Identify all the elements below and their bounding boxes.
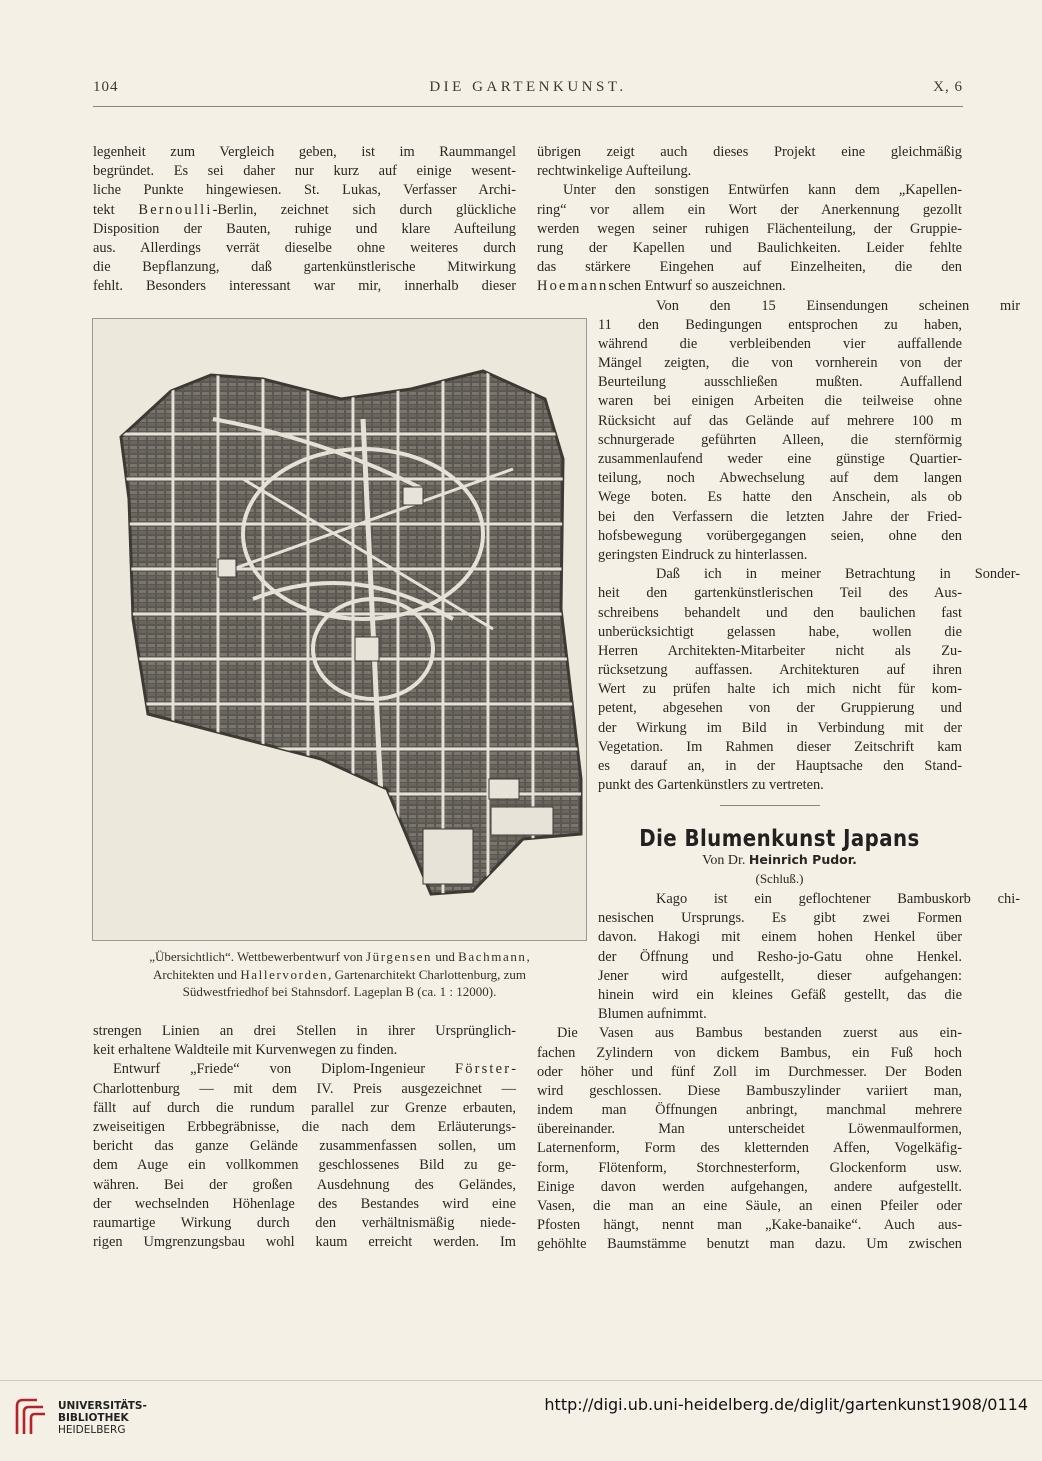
text-line: bei den Verfassern die letzten Jahre der Fried- [598, 508, 962, 525]
library-name-line-2: BIBLIOTHEK [58, 1412, 129, 1424]
journal-title: DIE GARTENKUNST. [429, 79, 627, 95]
text-line: übrigen zeigt auch dieses Projekt eine gleichmäßig [537, 144, 962, 160]
right-column-article-text [537, 890, 1020, 1255]
text-line: ring“ vor allem ein Wort der Anerkennung gezollt [537, 201, 962, 218]
article-byline [596, 852, 963, 869]
text-line: Einige davon werden aufgehangen, andere aufgestellt. [537, 1178, 962, 1195]
text-line: unberücksichtigt gelassen habe, wollen die [598, 623, 962, 640]
library-name [58, 1400, 147, 1436]
text-line: Beurteilung ausschließen mußten. Auffallend [598, 374, 962, 391]
text-line: Unter den sonstigen Entwürfen kann dem „Kapellen- [563, 182, 962, 199]
text-line: gehöhlte Baumstämme benutzt man dazu. Um zwischen [537, 1236, 962, 1253]
left-column-top-text [93, 143, 516, 297]
left-column-bottom-text [93, 1022, 516, 1252]
text-line: zusammenlaufend weder eine günstige Quartier- [598, 451, 962, 467]
text-line: Wert zu prüfen halte ich mich nicht für kom- [598, 681, 962, 698]
text-line: Rücksicht auf das Gelände auf mehrere 100 m [598, 412, 962, 429]
text-line: hinein wird ein kleines Gefäß gestellt, das die [598, 986, 962, 1003]
cemetery-site-plan-figure [92, 318, 587, 941]
text-line: form, Flötenform, Storchnesterform, Glockenform usw. [537, 1159, 962, 1176]
author-name: Heinrich Pudor. [748, 852, 857, 867]
text-line: liche Punkte hingewiesen. St. Lukas, Verfasser Archi- [93, 182, 516, 199]
text-line: punkt des Gartenkünstlers zu vertreten. [598, 777, 824, 794]
footer-rule [0, 1380, 1042, 1381]
text-line: Die Vasen aus Bambus bestanden zuerst aus ein- [557, 1025, 962, 1042]
caption-line: „Übersichtlich“. Wettbewerbentwurf von Jürgensen und Bachmann, [149, 949, 530, 964]
byline-prefix: Von Dr. [702, 853, 746, 868]
text-line: raumartige Wirkung durch den verhältnismäßig niede- [93, 1214, 516, 1231]
text-line: waren bei einigen Arbeiten die teilweise ohne [598, 393, 962, 410]
library-name-line-3: HEIDELBERG [58, 1424, 126, 1436]
text-line: schnurgerade geführten Alleen, die sternförmig [598, 431, 962, 448]
text-line: legenheit zum Vergleich geben, ist im Raummangel [93, 144, 516, 160]
text-line: petent, abgesehen von der Gruppierung und [598, 700, 962, 717]
text-line: übereinander. Man unterscheidet Löwenmaulformen, [537, 1121, 962, 1138]
library-name-line-1: UNIVERSITÄTS- [58, 1400, 147, 1412]
right-column-top-text [537, 143, 1020, 795]
text-line: das stärkere Eingehen auf Einzelheiten, die den [537, 259, 962, 276]
text-line: begründet. Es sei daher nur kurz auf einige wesent- [93, 163, 516, 180]
figure-caption [92, 948, 587, 1001]
text-line: rung der Kapellen und Baulichkeiten. Leider fehlte [537, 239, 962, 256]
text-line: der wechselnden Höhenlage des Bestandes wird eine [93, 1195, 516, 1212]
text-line: Von den 15 Einsendungen scheinen mir [656, 297, 1020, 314]
text-line: wird geschlossen. Diese Bambuszylinder variiert man, [537, 1082, 962, 1099]
text-line: aus. Allerdings verrät dieselbe ohne weiteres durch [93, 239, 516, 256]
text-line: Herren Architekten-Mitarbeiter nicht als Zu- [598, 642, 962, 659]
issue-number: X, 6 [933, 79, 963, 95]
text-line: schreibens behandelt und den baulichen fast [598, 604, 962, 621]
text-line: keit erhaltene Waldteile mit Kurvenwegen zu finden. [93, 1042, 398, 1059]
text-line: nesischen Ursprungs. Es gibt zwei Formen [598, 910, 962, 927]
text-line: indem man Öffnungen anbringt, manchmal mehrere [537, 1102, 962, 1119]
text-line: bericht das ganze Gelände zusammenfassen sollen, um [93, 1138, 516, 1155]
text-line: hofsbewegung vorübergegangen seien, ohne den [598, 527, 962, 544]
text-line: werden wegen seiner ruhigen Flächenteilung, der Gruppie- [537, 220, 962, 237]
text-line: fehlt. Besonders interessant war mir, innerhalb dieser [93, 278, 516, 295]
text-line: heit den gartenkünstlerischen Teil des Aus- [598, 585, 962, 602]
continuation-note: (Schluß.) [755, 871, 804, 886]
text-line: Mängel zeigten, die von vornherein von der [598, 355, 962, 372]
header-rule [93, 106, 963, 107]
text-line: davon. Hakogi mit einem hohen Henkel über [598, 929, 962, 946]
text-line: Kago ist ein geflochtener Bambuskorb chi- [656, 891, 1020, 907]
caption-line: Südwestfriedhof bei Stahnsdorf. Lageplan B (ca. 1 : 12000). [182, 984, 497, 999]
text-line: Pfosten hängt, nennt man „Kake-banaike“. Auch aus- [537, 1217, 962, 1234]
text-line: teilung, noch Abwechselung auf dem langen [598, 470, 962, 487]
text-line: während die verbleibenden vier auffallende [598, 335, 962, 352]
text-line: der Öffnung und Resho-jo-Gatu ohne Henkel. [598, 948, 962, 965]
text-line: strengen Linien an drei Stellen in ihrer Ursprünglich- [93, 1023, 516, 1039]
text-line: dem Auge ein vollkommen geschlossenes Bild zu ge- [93, 1157, 516, 1174]
text-line: rücksetzung auffassen. Architekturen auf ihren [598, 662, 962, 679]
article-title: Die Blumenkunst Japans [639, 826, 920, 852]
text-line: Entwurf „Friede“ von Diplom-Ingenieur Förster- [113, 1061, 516, 1078]
section-separator [720, 805, 820, 806]
text-line: zweiseitigen Erbbegräbnisse, die nach dem Erläuterungs- [93, 1118, 516, 1135]
text-line: geringsten Eindruck zu hinterlassen. [598, 546, 808, 563]
text-line: Daß ich in meiner Betrachtung in Sonder- [656, 566, 1020, 583]
text-line: der Wirkung im Bild in Verbindung mit der [598, 719, 962, 736]
text-line: Disposition der Bauten, ruhige und klare Aufteilung [93, 220, 516, 237]
text-line: oder höher und fünf Zoll im Durchmesser. Der Boden [537, 1063, 962, 1080]
text-line: fachen Zylindern von dickem Bambus, ein Fuß hoch [537, 1044, 962, 1061]
library-logo-icon [13, 1396, 49, 1436]
text-line: rechtwinkelige Aufteilung. [537, 163, 692, 180]
text-line: fällt auf durch die rundum parallel zur Grenze erbauten, [93, 1099, 516, 1116]
text-line: rigen Umgrenzungsbau wohl kaum erreicht werden. Im [93, 1234, 516, 1251]
source-url-link[interactable]: http://digi.ub.uni-heidelberg.de/diglit/gartenkunst1908/0114 [544, 1395, 1028, 1414]
page-header [93, 79, 963, 101]
text-line: Blumen aufnimmt. [598, 1006, 707, 1023]
site-plan-image [93, 319, 586, 940]
text-line: Wege boten. Es hatte den Anschein, als ob [598, 489, 962, 506]
text-line: Charlottenburg — mit dem IV. Preis ausgezeichnet — [93, 1080, 516, 1097]
text-line: es darauf an, in der Hauptsache den Stand- [598, 758, 962, 774]
text-line: tekt Bernoulli-Berlin, zeichnet sich durch glückliche [93, 201, 516, 218]
text-line: Laternenform, Form des kletternden Affen, Vogelkäfig- [537, 1140, 962, 1157]
text-line: Hoemannschen Entwurf so auszeichnen. [537, 278, 786, 295]
caption-line: Architekten und Hallervorden, Gartenarchitekt Charlottenburg, zum [152, 966, 527, 982]
text-line: die Bepflanzung, daß gartenkünstlerische Mitwirkung [93, 259, 516, 276]
text-line: Jener wird aufgestellt, dieser aufgehangen: [598, 967, 962, 984]
text-line: 11 den Bedingungen entsprochen zu haben, [598, 316, 962, 333]
text-line: Vasen, die man an eine Säule, an einen Pfeiler oder [537, 1198, 962, 1214]
page-number: 104 [93, 79, 119, 95]
text-line: währen. Bei der großen Ausdehnung des Geländes, [93, 1176, 516, 1193]
text-line: Vegetation. Im Rahmen dieser Zeitschrift kam [598, 738, 962, 755]
